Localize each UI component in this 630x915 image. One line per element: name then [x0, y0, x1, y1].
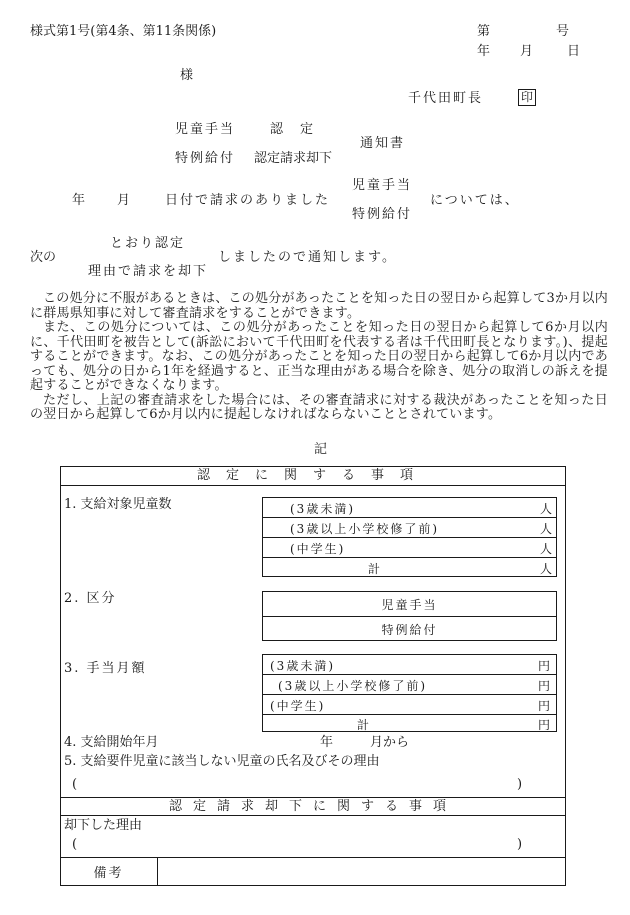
item1-row-divider: [262, 557, 557, 558]
item3-row-primary-unit: 円: [538, 679, 551, 693]
item1-row-primary-label: (3歳以上小学校修了前): [290, 522, 439, 536]
item3-row-divider: [262, 714, 557, 715]
number-prefix: 第: [477, 24, 491, 39]
appeal-notice: [30, 292, 608, 423]
item3-row-junior-high-label: (中学生): [270, 699, 326, 713]
item1-row-primary-unit: 人: [540, 522, 553, 536]
result-prefix: 次の: [30, 250, 57, 265]
item4-year: 年: [320, 735, 334, 750]
section-approval-header: 認定に関する事項: [196, 468, 429, 483]
ki-marker: 記: [314, 442, 328, 457]
item3-label: 3. 手当月額: [64, 661, 147, 676]
remarks-label: 備考: [93, 866, 124, 881]
item2-special-benefit: 特例給付: [381, 623, 438, 637]
rejection-paren-open: (: [72, 837, 78, 852]
item3-row-total-unit: 円: [538, 718, 551, 732]
item5-paren-close: ): [517, 777, 523, 792]
rejection-paren-close: ): [517, 837, 523, 852]
item3-row-total-label: 計: [357, 718, 370, 732]
item3-row-divider: [262, 694, 557, 695]
form-number: 様式第1号(第4条、第11条関係): [30, 24, 217, 39]
item2-row-divider: [262, 616, 557, 617]
item1-row-total-label: 計: [368, 562, 381, 576]
table-divider: [60, 485, 566, 486]
item5-label: 5. 支給要件児童に該当しない児童の氏名及びその理由: [64, 754, 380, 769]
addressee-suffix: 様: [180, 68, 194, 83]
appeal-notice-paragraph-1: この処分に不服があるときは、この処分があったことを知った日の翌日から起算して3か月以内に群馬県知事に対して審査請求をすることができます。: [30, 291, 608, 321]
item3-row-divider: [262, 674, 557, 675]
date-year: 年: [477, 44, 491, 59]
item2-child-allowance: 児童手当: [381, 598, 438, 612]
item1-row-junior-high-unit: 人: [540, 542, 553, 556]
item3-row-junior-high-unit: 円: [538, 699, 551, 713]
item1-label: 1. 支給対象児童数: [64, 497, 172, 512]
item2-label: 2. 区分: [64, 591, 117, 606]
item4-label: 4. 支給開始年月: [64, 735, 159, 750]
appeal-notice-paragraph-2: また、この処分については、この処分があったことを知った日の翌日から起算して6か月以内に、千代田町を被告として(訴訟において千代田町を代表する者は千代田町長となります。)、提起することができます。なお、この処分があったことを知った日の翌日から起算して6か月以内であっても、処分の日から1年を経過すると、正当な理由がある場合を除き、処分の取消しの訴えを提起することができなくなります。: [30, 320, 608, 393]
title-child-allowance: 児童手当: [175, 122, 236, 137]
intro-suffix: については、: [430, 193, 520, 208]
table-divider: [60, 815, 566, 816]
title-rejection: 認定請求却下: [254, 151, 333, 166]
item1-row-junior-high-label: (中学生): [290, 542, 346, 556]
date-day: 日: [567, 44, 581, 59]
item4-month: 月から: [370, 735, 410, 750]
issuer-name: 千代田町長: [408, 91, 484, 106]
intro-year: 年: [72, 193, 86, 208]
table-divider: [60, 857, 566, 858]
item3-row-primary-label: (3歳以上小学校修了前): [278, 679, 427, 693]
intro-date-text: 日付で請求のありました: [165, 193, 331, 208]
number-suffix: 号: [556, 24, 570, 39]
item1-row-divider: [262, 537, 557, 538]
item1-row-under3-unit: 人: [540, 502, 553, 516]
result-rejected: 理由で請求を却下: [88, 264, 209, 279]
result-approved: とおり認定: [110, 236, 186, 251]
item1-row-under3-label: (3歳未満): [290, 502, 355, 516]
item1-row-divider: [262, 517, 557, 518]
title-special-benefit: 特例給付: [175, 151, 236, 166]
result-notice-text: しましたので通知します。: [218, 250, 397, 265]
section-rejection-header: 認定請求却下に関する事項: [168, 799, 457, 814]
title-approval: 認 定: [270, 122, 316, 137]
item1-row-total-unit: 人: [540, 562, 553, 576]
item5-paren-open: (: [72, 777, 78, 792]
intro-special-benefit: 特例給付: [352, 207, 413, 222]
table-divider: [60, 797, 566, 798]
item3-row-under3-label: (3歳未満): [270, 659, 335, 673]
title-notice: 通知書: [360, 136, 406, 151]
intro-month: 月: [117, 193, 131, 208]
remarks-divider: [157, 857, 158, 886]
appeal-notice-paragraph-3: ただし、上記の審査請求をした場合には、その審査請求に対する裁決があったことを知った日の翌日から起算して6か月以内に提起しなければならないこととされています。: [30, 392, 608, 422]
item3-row-under3-unit: 円: [538, 659, 551, 673]
rejection-reason-label: 却下した理由: [64, 818, 143, 833]
date-month: 月: [520, 44, 534, 59]
intro-child-allowance: 児童手当: [352, 178, 413, 193]
seal-mark: 印: [518, 89, 536, 106]
